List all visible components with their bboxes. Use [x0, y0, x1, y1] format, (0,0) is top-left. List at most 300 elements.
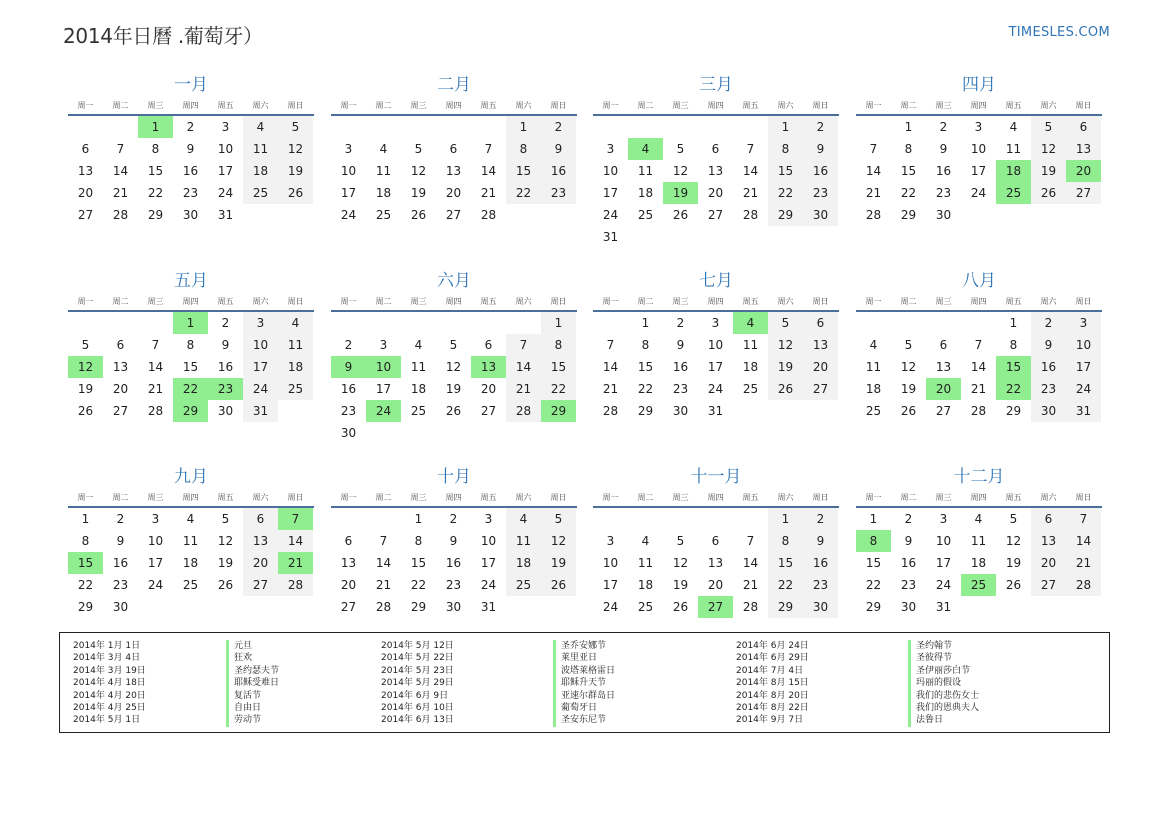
day-cell: 14	[375, 556, 392, 570]
day-cell: 15	[410, 556, 427, 570]
holiday-name: 圣彼得节	[916, 653, 953, 664]
weekday-label: 周一	[865, 492, 882, 502]
day-cell: 29	[173, 400, 208, 422]
holiday-name: 圣乔安娜节	[561, 641, 607, 651]
month-name: 十月	[437, 467, 471, 487]
week-row	[856, 552, 1102, 574]
day-cell: 15	[541, 356, 576, 378]
week-row	[856, 378, 1102, 400]
holiday-date: 2014年 6月 29日	[736, 653, 809, 664]
empty-cell	[698, 226, 733, 248]
day-cell: 29	[900, 208, 917, 222]
day-cell: 4	[379, 142, 388, 156]
day-cell: 30	[112, 600, 129, 614]
weekday-label: 周日	[550, 296, 567, 306]
month-2	[331, 74, 577, 226]
day-cell: 24	[602, 600, 619, 614]
empty-cell	[733, 116, 768, 138]
day-cell: 23	[445, 578, 462, 592]
month-name: 七月	[699, 271, 733, 291]
day-cell: 25	[961, 574, 996, 596]
day-cell: 7	[869, 142, 878, 156]
week-row	[331, 378, 577, 400]
holiday-names-col-3	[908, 640, 1058, 727]
day-cell: 2	[221, 316, 230, 330]
day-cell: 5	[768, 312, 803, 334]
day-cell: 21	[112, 186, 129, 200]
day-cell: 21	[865, 186, 882, 200]
day-cell: 24	[147, 578, 164, 592]
day-cell: 7	[379, 534, 388, 548]
day-cell: 12	[1005, 534, 1022, 548]
day-cell: 6	[484, 338, 493, 352]
day-cell: 15	[147, 164, 164, 178]
weekday-label: 周五	[1005, 100, 1022, 110]
empty-cell	[436, 116, 471, 138]
day-cell: 17	[1066, 356, 1101, 378]
holiday-name: 玛丽的假设	[916, 678, 962, 689]
weekday-label: 周五	[480, 296, 497, 306]
day-cell: 25	[996, 182, 1031, 204]
day-cell: 25	[506, 574, 541, 596]
weekday-label: 周六	[252, 296, 269, 306]
holiday-date: 2014年 4月 18日	[73, 678, 146, 689]
holiday-date: 2014年 8月 20日	[736, 690, 809, 701]
day-cell: 24	[707, 382, 724, 396]
weekday-header	[593, 97, 839, 113]
weekday-header	[856, 489, 1102, 505]
day-cell: 28	[112, 208, 129, 222]
day-cell: 17	[147, 556, 164, 570]
holiday-name: 耶稣受难日	[234, 678, 280, 689]
day-cell: 22	[865, 578, 882, 592]
week-row	[68, 508, 314, 530]
month-name: 十一月	[690, 467, 742, 487]
weekday-label: 周六	[777, 492, 794, 502]
day-cell: 11	[243, 138, 278, 160]
weekday-header	[856, 97, 1102, 113]
month-7	[593, 270, 839, 422]
day-cell: 12	[278, 138, 313, 160]
holiday-name: 我们的恩典夫人	[916, 702, 980, 713]
empty-cell	[628, 226, 663, 248]
holiday-date: 2014年 7月 4日	[736, 665, 804, 676]
month-name: 九月	[174, 467, 208, 487]
day-cell: 14	[278, 530, 313, 552]
month-10	[331, 466, 577, 618]
empty-cell	[698, 508, 733, 530]
day-cell: 29	[77, 600, 94, 614]
day-cell: 10	[340, 164, 357, 178]
day-cell: 18	[243, 160, 278, 182]
empty-cell	[331, 116, 366, 138]
weekday-label: 周五	[480, 492, 497, 502]
empty-cell	[768, 226, 803, 248]
day-cell: 17	[375, 382, 392, 396]
day-cell: 16	[112, 556, 129, 570]
day-cell: 20	[340, 578, 357, 592]
day-cell: 28	[970, 404, 987, 418]
day-cell: 15	[900, 164, 917, 178]
weekday-label: 周二	[637, 296, 654, 306]
week-row	[856, 356, 1102, 378]
day-cell: 5	[676, 534, 685, 548]
weekday-label: 周一	[340, 100, 357, 110]
weekday-label: 周一	[340, 492, 357, 502]
weekday-header	[331, 293, 577, 309]
weekday-label: 周四	[970, 296, 987, 306]
empty-cell	[366, 312, 401, 334]
day-cell: 15	[768, 160, 803, 182]
day-cell: 18	[970, 556, 987, 570]
holiday-name: 圣伊丽莎白节	[916, 665, 971, 676]
day-cell: 30	[803, 596, 838, 618]
empty-cell	[663, 226, 698, 248]
empty-cell	[506, 312, 541, 334]
weekday-label: 周四	[182, 492, 199, 502]
empty-cell	[593, 312, 628, 334]
day-cell: 18	[742, 360, 759, 374]
day-cell: 17	[217, 164, 234, 178]
day-cell: 18	[278, 356, 313, 378]
holiday-name: 自由日	[234, 702, 262, 713]
day-cell: 3	[606, 534, 615, 548]
weekday-label: 周五	[217, 296, 234, 306]
weekday-label: 周五	[1005, 296, 1022, 306]
month-1	[68, 74, 314, 226]
weekday-label: 周六	[515, 100, 532, 110]
day-cell: 28	[865, 208, 882, 222]
day-cell: 7	[116, 142, 125, 156]
day-cell: 21	[742, 578, 759, 592]
day-cell: 5	[449, 338, 458, 352]
day-cell: 16	[340, 382, 357, 396]
empty-cell	[856, 312, 891, 334]
weekday-label: 周六	[515, 296, 532, 306]
week-row	[331, 334, 577, 356]
holiday-names-col-2	[553, 640, 703, 727]
week-row	[856, 334, 1102, 356]
weekday-header	[856, 293, 1102, 309]
day-cell: 24	[970, 186, 987, 200]
day-cell: 1	[414, 512, 423, 526]
empty-cell	[68, 312, 103, 334]
day-cell: 27	[803, 378, 838, 400]
day-cell: 28	[147, 404, 164, 418]
day-cell: 29	[1005, 404, 1022, 418]
day-cell: 12	[1031, 138, 1066, 160]
holiday-name: 法鲁日	[916, 715, 944, 726]
day-cell: 23	[112, 578, 129, 592]
week-row	[856, 312, 1102, 334]
day-cell: 11	[742, 338, 759, 352]
week-row	[593, 508, 839, 530]
day-cell: 12	[217, 534, 234, 548]
day-cell: 11	[865, 360, 882, 374]
holiday-name: 莱里亚日	[561, 653, 598, 664]
day-cell: 17	[340, 186, 357, 200]
day-cell: 29	[637, 404, 654, 418]
day-cell: 19	[768, 356, 803, 378]
day-cell: 9	[331, 356, 366, 378]
day-cell: 18	[996, 160, 1031, 182]
week-row	[68, 530, 314, 552]
week-row	[68, 334, 314, 356]
empty-cell	[593, 508, 628, 530]
day-cell: 17	[480, 556, 497, 570]
day-cell: 13	[803, 334, 838, 356]
day-cell: 5	[541, 508, 576, 530]
day-cell: 26	[768, 378, 803, 400]
empty-cell	[366, 508, 401, 530]
month-name: 八月	[962, 271, 996, 291]
weekday-header	[68, 97, 314, 113]
week-row	[593, 552, 839, 574]
day-cell: 2	[939, 120, 948, 134]
day-cell: 26	[1005, 578, 1022, 592]
weekday-label: 周四	[445, 296, 462, 306]
holiday-name: 狂欢	[234, 653, 253, 664]
day-cell: 5	[81, 338, 90, 352]
holiday-name: 元旦	[234, 641, 253, 651]
weekday-label: 周二	[375, 492, 392, 502]
weekday-label: 周四	[182, 296, 199, 306]
holiday-date: 2014年 3月 19日	[73, 665, 146, 676]
day-cell: 8	[856, 530, 891, 552]
day-cell: 26	[672, 600, 689, 614]
weekday-header	[331, 97, 577, 113]
day-cell: 12	[68, 356, 103, 378]
day-cell: 2	[803, 116, 838, 138]
day-cell: 4	[1009, 120, 1018, 134]
day-cell: 3	[606, 142, 615, 156]
day-cell: 23	[803, 182, 838, 204]
day-cell: 19	[541, 552, 576, 574]
day-cell: 28	[375, 600, 392, 614]
day-cell: 4	[506, 508, 541, 530]
weekday-label: 周日	[812, 296, 829, 306]
day-cell: 3	[939, 512, 948, 526]
day-cell: 3	[344, 142, 353, 156]
week-row	[68, 552, 314, 574]
weekday-label: 周四	[707, 296, 724, 306]
weekday-label: 周日	[550, 100, 567, 110]
day-cell: 21	[480, 186, 497, 200]
holiday-date: 2014年 6月 10日	[381, 702, 454, 713]
day-cell: 16	[217, 360, 234, 374]
weekday-label: 周一	[865, 296, 882, 306]
day-cell: 18	[410, 382, 427, 396]
day-cell: 5	[676, 142, 685, 156]
empty-cell	[891, 312, 926, 334]
day-cell: 23	[1031, 378, 1066, 400]
weekday-label: 周一	[77, 100, 94, 110]
day-cell: 11	[375, 164, 392, 178]
holiday-date: 2014年 4月 25日	[73, 702, 146, 713]
day-cell: 27	[340, 600, 357, 614]
day-cell: 7	[746, 142, 755, 156]
day-cell: 7	[278, 508, 313, 530]
empty-cell	[401, 312, 436, 334]
week-row	[593, 334, 839, 356]
day-cell: 9	[541, 138, 576, 160]
day-cell: 28	[602, 404, 619, 418]
day-cell: 20	[112, 382, 129, 396]
site-link[interactable]: TIMESLES.COM	[1008, 25, 1110, 40]
empty-cell	[768, 400, 803, 422]
day-cell: 20	[77, 186, 94, 200]
day-cell: 19	[663, 182, 698, 204]
day-cell: 21	[1066, 552, 1101, 574]
day-cell: 25	[375, 208, 392, 222]
day-cell: 28	[506, 400, 541, 422]
day-cell: 9	[803, 530, 838, 552]
day-cell: 7	[606, 338, 615, 352]
day-cell: 21	[375, 578, 392, 592]
day-cell: 7	[506, 334, 541, 356]
day-cell: 8	[186, 338, 195, 352]
day-cell: 8	[541, 334, 576, 356]
day-cell: 31	[217, 208, 234, 222]
day-cell: 21	[147, 382, 164, 396]
day-cell: 31	[480, 600, 497, 614]
day-cell: 6	[243, 508, 278, 530]
holiday-names-col-1	[226, 640, 376, 727]
day-cell: 11	[637, 556, 654, 570]
holiday-name: 亚速尔群岛日	[561, 690, 616, 701]
week-row	[593, 400, 839, 422]
day-cell: 6	[1031, 508, 1066, 530]
weekday-label: 周三	[147, 100, 164, 110]
empty-cell	[1066, 204, 1101, 226]
weekday-header	[68, 489, 314, 505]
weekday-label: 周一	[77, 296, 94, 306]
empty-cell	[506, 204, 541, 226]
day-cell: 1	[641, 316, 650, 330]
weekday-label: 周一	[865, 100, 882, 110]
day-cell: 24	[602, 208, 619, 222]
day-cell: 16	[935, 164, 952, 178]
day-cell: 4	[186, 512, 195, 526]
day-cell: 7	[974, 338, 983, 352]
empty-cell	[1031, 204, 1066, 226]
day-cell: 6	[1066, 116, 1101, 138]
day-cell: 26	[217, 578, 234, 592]
day-cell: 13	[340, 556, 357, 570]
day-cell: 7	[151, 338, 160, 352]
day-cell: 20	[243, 552, 278, 574]
empty-cell	[961, 204, 996, 226]
holiday-date: 2014年 6月 24日	[736, 641, 809, 651]
weekday-label: 周三	[672, 492, 689, 502]
week-row	[331, 530, 577, 552]
week-row	[856, 530, 1102, 552]
empty-cell	[243, 596, 278, 618]
day-cell: 31	[602, 230, 619, 244]
day-cell: 26	[278, 182, 313, 204]
month-name: 四月	[962, 75, 996, 95]
holiday-date: 2014年 9月 7日	[736, 715, 804, 726]
day-cell: 1	[1009, 316, 1018, 330]
empty-cell	[961, 596, 996, 618]
day-cell: 20	[803, 356, 838, 378]
holiday-name: 耶稣升天节	[561, 678, 607, 689]
week-row	[593, 182, 839, 204]
day-cell: 2	[344, 338, 353, 352]
day-cell: 13	[1031, 530, 1066, 552]
day-cell: 12	[445, 360, 462, 374]
day-cell: 3	[243, 312, 278, 334]
day-cell: 28	[480, 208, 497, 222]
day-cell: 2	[803, 508, 838, 530]
week-row	[331, 138, 577, 160]
weekday-label: 周五	[217, 100, 234, 110]
day-cell: 1	[869, 512, 878, 526]
empty-cell	[366, 116, 401, 138]
day-cell: 25	[278, 378, 313, 400]
holiday-name: 圣安东尼节	[561, 715, 607, 726]
weekday-label: 周一	[77, 492, 94, 502]
day-cell: 22	[541, 378, 576, 400]
day-cell: 29	[410, 600, 427, 614]
weekday-label: 周三	[935, 100, 952, 110]
day-cell: 8	[151, 142, 160, 156]
day-cell: 16	[803, 552, 838, 574]
holiday-date: 2014年 6月 9日	[381, 690, 449, 701]
weekday-label: 周日	[1075, 296, 1092, 306]
day-cell: 19	[77, 382, 94, 396]
day-cell: 6	[803, 312, 838, 334]
empty-cell	[1066, 596, 1101, 618]
week-row	[331, 182, 577, 204]
day-cell: 26	[900, 404, 917, 418]
week-row	[593, 530, 839, 552]
day-cell: 24	[366, 400, 401, 422]
day-cell: 17	[602, 578, 619, 592]
day-cell: 12	[672, 556, 689, 570]
empty-cell	[733, 400, 768, 422]
day-cell: 13	[445, 164, 462, 178]
day-cell: 23	[935, 186, 952, 200]
weekday-label: 周四	[707, 492, 724, 502]
day-cell: 1	[541, 312, 576, 334]
empty-cell	[506, 596, 541, 618]
day-cell: 8	[506, 138, 541, 160]
day-cell: 19	[1005, 556, 1022, 570]
day-cell: 27	[1066, 182, 1101, 204]
day-cell: 4	[974, 512, 983, 526]
day-cell: 8	[641, 338, 650, 352]
month-name: 一月	[174, 75, 208, 95]
day-cell: 22	[506, 182, 541, 204]
week-row	[856, 116, 1102, 138]
holiday-date: 2014年 5月 23日	[381, 665, 454, 676]
day-cell: 29	[865, 600, 882, 614]
day-cell: 19	[672, 578, 689, 592]
weekday-label: 周日	[1075, 492, 1092, 502]
weekday-label: 周二	[375, 100, 392, 110]
day-cell: 23	[182, 186, 199, 200]
day-cell: 9	[1031, 334, 1066, 356]
empty-cell	[366, 422, 401, 444]
weekday-label: 周五	[217, 492, 234, 502]
weekday-label: 周三	[147, 492, 164, 502]
day-cell: 11	[506, 530, 541, 552]
weekday-header	[68, 293, 314, 309]
week-row	[68, 182, 314, 204]
day-cell: 22	[900, 186, 917, 200]
week-row	[331, 596, 577, 618]
